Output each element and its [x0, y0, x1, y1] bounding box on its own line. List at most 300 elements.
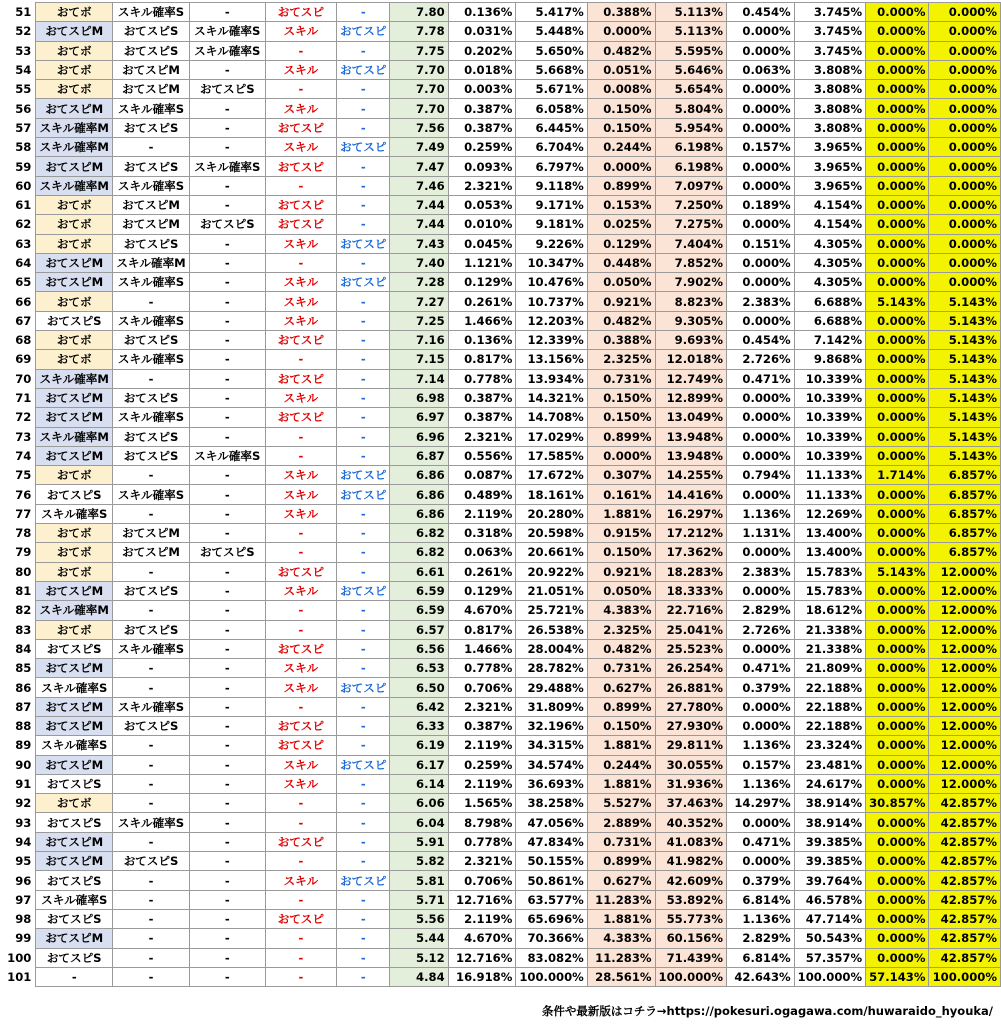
cell-cum-d: 100.000% — [929, 967, 1001, 986]
cell-cum-c: 22.188% — [794, 716, 865, 735]
cell-nature-up: スキル — [265, 99, 337, 118]
cell-prob-c: 6.814% — [726, 890, 794, 909]
table-row — [0, 736, 1001, 755]
cell-nature-up: スキル — [265, 581, 337, 600]
cell-prob-b: 0.025% — [587, 215, 655, 234]
cell-sub3: - — [189, 350, 265, 369]
cell-prob-a: 0.778% — [448, 832, 516, 851]
cell-cum-a: 9.181% — [516, 215, 587, 234]
table-row — [0, 639, 1001, 658]
cell-sub1: おてボ — [36, 234, 113, 253]
cell-cum-d: 6.857% — [929, 524, 1001, 543]
cell-rank: 85 — [15, 661, 32, 676]
cell-prob-c: 2.829% — [726, 601, 794, 620]
cell-prob-d: 0.000% — [866, 138, 929, 157]
cell-sub1: おてスピM — [36, 157, 113, 176]
cell-cum-b: 37.463% — [655, 794, 726, 813]
cell-cum-b: 7.275% — [655, 215, 726, 234]
cell-nature-up: おてスピ — [265, 331, 337, 350]
cell-prob-d: 0.000% — [866, 99, 929, 118]
cell-nature-up: - — [265, 350, 337, 369]
cell-nature-up: スキル — [265, 292, 337, 311]
cell-prob-d: 0.000% — [866, 311, 929, 330]
cell-prob-a: 0.318% — [448, 524, 516, 543]
cell-cum-a: 9.171% — [516, 195, 587, 214]
cell-nature-down: - — [337, 446, 390, 465]
cell-cum-a: 6.445% — [516, 118, 587, 137]
table-row — [0, 871, 1001, 890]
cell-rank: 63 — [15, 236, 32, 251]
cell-nature-up: スキル — [265, 755, 337, 774]
cell-sub1: おてスピS — [36, 948, 113, 967]
cell-nature-up: - — [265, 253, 337, 272]
cell-cum-a: 17.029% — [516, 427, 587, 446]
cell-sub3: - — [189, 466, 265, 485]
cell-cum-c: 39.764% — [794, 871, 865, 890]
cell-sub3: おてスピS — [189, 543, 265, 562]
cell-prob-a: 0.817% — [448, 620, 516, 639]
cell-prob-b: 0.150% — [587, 388, 655, 407]
cell-sub3: - — [189, 562, 265, 581]
cell-nature-down: - — [337, 620, 390, 639]
cell-sub3: おてスピS — [189, 215, 265, 234]
cell-score: 7.44 — [390, 195, 448, 214]
cell-cum-a: 9.226% — [516, 234, 587, 253]
cell-cum-b: 12.018% — [655, 350, 726, 369]
cell-sub2: - — [113, 909, 190, 928]
cell-prob-d: 0.000% — [866, 331, 929, 350]
cell-nature-down: - — [337, 292, 390, 311]
cell-nature-down: おてスピ — [337, 22, 390, 41]
cell-cum-a: 26.538% — [516, 620, 587, 639]
cell-sub2: おてスピS — [113, 852, 190, 871]
cell-sub3: - — [189, 292, 265, 311]
cell-prob-b: 0.921% — [587, 562, 655, 581]
cell-prob-a: 4.670% — [448, 601, 516, 620]
table-row — [0, 948, 1001, 967]
cell-nature-up: スキル — [265, 60, 337, 79]
cell-rank: 80 — [15, 564, 32, 579]
cell-score: 7.25 — [390, 311, 448, 330]
cell-rank: 66 — [15, 294, 32, 309]
cell-cum-d: 12.000% — [929, 678, 1001, 697]
table-row — [0, 832, 1001, 851]
cell-rank: 91 — [15, 777, 32, 792]
cell-sub1: おてスピS — [36, 311, 113, 330]
cell-cum-c: 3.808% — [794, 118, 865, 137]
cell-prob-d: 0.000% — [866, 215, 929, 234]
cell-cum-d: 0.000% — [929, 41, 1001, 60]
cell-cum-a: 28.004% — [516, 639, 587, 658]
cell-sub2: - — [113, 678, 190, 697]
cell-prob-d: 0.000% — [866, 948, 929, 967]
cell-prob-c: 0.000% — [726, 427, 794, 446]
table-row — [0, 3, 1001, 22]
cell-prob-b: 1.881% — [587, 504, 655, 523]
cell-prob-a: 1.121% — [448, 253, 516, 272]
cell-nature-up: - — [265, 620, 337, 639]
cell-prob-d: 0.000% — [866, 350, 929, 369]
cell-prob-d: 0.000% — [866, 871, 929, 890]
cell-prob-c: 1.136% — [726, 774, 794, 793]
cell-nature-down: - — [337, 176, 390, 195]
table-row — [0, 909, 1001, 928]
cell-rank: 83 — [15, 622, 32, 637]
cell-sub1: おてスピM — [36, 659, 113, 678]
cell-cum-d: 6.857% — [929, 485, 1001, 504]
cell-nature-down: おてスピ — [337, 138, 390, 157]
cell-sub2: おてスピS — [113, 620, 190, 639]
cell-cum-b: 9.693% — [655, 331, 726, 350]
cell-cum-a: 14.708% — [516, 408, 587, 427]
table-row — [0, 234, 1001, 253]
cell-sub3: - — [189, 967, 265, 986]
cell-sub1: おてボ — [36, 620, 113, 639]
cell-prob-b: 0.050% — [587, 581, 655, 600]
cell-cum-b: 9.305% — [655, 311, 726, 330]
cell-cum-c: 3.808% — [794, 60, 865, 79]
cell-prob-d: 0.000% — [866, 832, 929, 851]
cell-cum-b: 25.523% — [655, 639, 726, 658]
cell-sub1: おてスピM — [36, 755, 113, 774]
cell-prob-a: 1.565% — [448, 794, 516, 813]
cell-nature-down: - — [337, 369, 390, 388]
cell-rank: 88 — [15, 719, 32, 734]
cell-cum-b: 42.609% — [655, 871, 726, 890]
cell-rank: 59 — [15, 159, 32, 174]
cell-prob-b: 28.561% — [587, 967, 655, 986]
cell-prob-a: 0.136% — [448, 3, 516, 22]
cell-cum-d: 12.000% — [929, 601, 1001, 620]
cell-cum-c: 21.338% — [794, 620, 865, 639]
cell-prob-a: 0.129% — [448, 273, 516, 292]
cell-score: 6.14 — [390, 774, 448, 793]
cell-cum-b: 5.113% — [655, 3, 726, 22]
table-row — [0, 60, 1001, 79]
cell-nature-up: - — [265, 427, 337, 446]
cell-prob-b: 0.482% — [587, 41, 655, 60]
cell-prob-a: 0.259% — [448, 755, 516, 774]
cell-sub2: - — [113, 736, 190, 755]
table-row — [0, 813, 1001, 832]
cell-nature-down: - — [337, 929, 390, 948]
cell-sub2: スキル確率S — [113, 813, 190, 832]
cell-rank: 73 — [15, 429, 32, 444]
table-row — [0, 22, 1001, 41]
cell-score: 6.82 — [390, 524, 448, 543]
cell-cum-a: 47.834% — [516, 832, 587, 851]
cell-rank: 95 — [15, 854, 32, 869]
cell-nature-up: おてスピ — [265, 639, 337, 658]
cell-cum-c: 13.400% — [794, 543, 865, 562]
cell-cum-d: 0.000% — [929, 138, 1001, 157]
cell-prob-c: 1.131% — [726, 524, 794, 543]
cell-prob-b: 0.000% — [587, 446, 655, 465]
cell-nature-up: おてスピ — [265, 408, 337, 427]
cell-cum-d: 5.143% — [929, 388, 1001, 407]
cell-cum-d: 0.000% — [929, 60, 1001, 79]
cell-sub3: - — [189, 620, 265, 639]
cell-cum-b: 5.954% — [655, 118, 726, 137]
cell-nature-down: おてスピ — [337, 273, 390, 292]
cell-sub3: - — [189, 890, 265, 909]
cell-prob-d: 0.000% — [866, 929, 929, 948]
cell-nature-up: - — [265, 524, 337, 543]
cell-rank: 62 — [15, 217, 32, 232]
cell-nature-down: - — [337, 41, 390, 60]
cell-prob-b: 0.627% — [587, 871, 655, 890]
cell-nature-up: スキル — [265, 234, 337, 253]
cell-prob-c: 0.000% — [726, 215, 794, 234]
cell-score: 7.44 — [390, 215, 448, 234]
cell-prob-a: 0.259% — [448, 138, 516, 157]
cell-cum-a: 70.366% — [516, 929, 587, 948]
cell-nature-up: スキル — [265, 22, 337, 41]
cell-sub1: おてスピS — [36, 774, 113, 793]
cell-cum-b: 22.716% — [655, 601, 726, 620]
cell-prob-a: 0.706% — [448, 678, 516, 697]
cell-prob-d: 0.000% — [866, 736, 929, 755]
cell-prob-b: 2.325% — [587, 350, 655, 369]
cell-cum-a: 34.315% — [516, 736, 587, 755]
cell-cum-c: 10.339% — [794, 446, 865, 465]
cell-sub3: - — [189, 813, 265, 832]
table-row — [0, 157, 1001, 176]
cell-cum-a: 5.650% — [516, 41, 587, 60]
cell-cum-c: 4.154% — [794, 195, 865, 214]
cell-prob-d: 0.000% — [866, 813, 929, 832]
cell-cum-b: 26.254% — [655, 659, 726, 678]
cell-prob-c: 0.000% — [726, 408, 794, 427]
cell-cum-a: 13.156% — [516, 350, 587, 369]
table-row — [0, 929, 1001, 948]
cell-prob-d: 57.143% — [866, 967, 929, 986]
cell-prob-b: 0.150% — [587, 408, 655, 427]
cell-prob-c: 2.829% — [726, 929, 794, 948]
cell-sub3: - — [189, 273, 265, 292]
cell-score: 6.86 — [390, 466, 448, 485]
cell-cum-c: 13.400% — [794, 524, 865, 543]
cell-prob-a: 0.136% — [448, 331, 516, 350]
cell-cum-b: 14.416% — [655, 485, 726, 504]
cell-nature-down: - — [337, 99, 390, 118]
cell-cum-d: 12.000% — [929, 581, 1001, 600]
cell-rank: 93 — [15, 815, 32, 830]
cell-cum-c: 39.385% — [794, 832, 865, 851]
cell-sub2: おてスピM — [113, 195, 190, 214]
cell-prob-c: 0.000% — [726, 157, 794, 176]
cell-score: 6.87 — [390, 446, 448, 465]
cell-sub1: おてボ — [36, 195, 113, 214]
table-row — [0, 659, 1001, 678]
cell-prob-a: 0.261% — [448, 562, 516, 581]
table-row — [0, 852, 1001, 871]
cell-sub3: - — [189, 832, 265, 851]
cell-prob-d: 0.000% — [866, 909, 929, 928]
cell-prob-c: 0.454% — [726, 331, 794, 350]
cell-sub2: - — [113, 466, 190, 485]
cell-rank: 89 — [15, 738, 32, 753]
cell-prob-a: 0.045% — [448, 234, 516, 253]
cell-cum-c: 3.808% — [794, 80, 865, 99]
cell-prob-a: 0.387% — [448, 716, 516, 735]
cell-nature-up: おてスピ — [265, 195, 337, 214]
cell-score: 6.50 — [390, 678, 448, 697]
cell-nature-down: - — [337, 813, 390, 832]
cell-cum-c: 15.783% — [794, 562, 865, 581]
table-row — [0, 195, 1001, 214]
cell-prob-d: 0.000% — [866, 620, 929, 639]
cell-score: 7.56 — [390, 118, 448, 137]
cell-score: 7.70 — [390, 60, 448, 79]
cell-score: 7.80 — [390, 3, 448, 22]
cell-prob-b: 0.731% — [587, 832, 655, 851]
cell-sub1: おてボ — [36, 562, 113, 581]
cell-prob-d: 0.000% — [866, 60, 929, 79]
cell-prob-b: 0.921% — [587, 292, 655, 311]
cell-cum-b: 41.083% — [655, 832, 726, 851]
cell-nature-down: - — [337, 427, 390, 446]
cell-score: 6.86 — [390, 485, 448, 504]
cell-nature-down: - — [337, 890, 390, 909]
cell-prob-b: 0.899% — [587, 852, 655, 871]
cell-score: 7.78 — [390, 22, 448, 41]
cell-nature-up: - — [265, 41, 337, 60]
cell-nature-down: - — [337, 736, 390, 755]
cell-score: 7.40 — [390, 253, 448, 272]
cell-sub1: おてスピS — [36, 813, 113, 832]
cell-sub2: - — [113, 504, 190, 523]
cell-sub1: - — [36, 967, 113, 986]
cell-sub2: おてスピM — [113, 215, 190, 234]
table-row — [0, 794, 1001, 813]
cell-sub1: おてボ — [36, 794, 113, 813]
cell-nature-down: - — [337, 350, 390, 369]
cell-prob-c: 2.383% — [726, 562, 794, 581]
cell-cum-a: 10.347% — [516, 253, 587, 272]
cell-prob-c: 0.379% — [726, 678, 794, 697]
cell-sub3: - — [189, 929, 265, 948]
cell-cum-b: 12.899% — [655, 388, 726, 407]
cell-prob-b: 0.153% — [587, 195, 655, 214]
cell-cum-a: 20.280% — [516, 504, 587, 523]
cell-prob-a: 0.778% — [448, 369, 516, 388]
cell-prob-c: 2.383% — [726, 292, 794, 311]
table-row — [0, 41, 1001, 60]
cell-rank: 81 — [15, 584, 32, 599]
cell-prob-a: 0.387% — [448, 408, 516, 427]
cell-cum-a: 31.809% — [516, 697, 587, 716]
cell-sub3: - — [189, 852, 265, 871]
cell-rank: 96 — [15, 873, 32, 888]
cell-cum-b: 29.811% — [655, 736, 726, 755]
cell-score: 6.56 — [390, 639, 448, 658]
table-row — [0, 678, 1001, 697]
cell-cum-d: 42.857% — [929, 890, 1001, 909]
cell-rank: 65 — [15, 275, 32, 290]
cell-prob-c: 1.136% — [726, 504, 794, 523]
cell-cum-d: 5.143% — [929, 292, 1001, 311]
cell-sub2: おてスピS — [113, 581, 190, 600]
cell-sub1: おてボ — [36, 543, 113, 562]
cell-cum-a: 21.051% — [516, 581, 587, 600]
cell-prob-d: 0.000% — [866, 659, 929, 678]
cell-prob-a: 0.387% — [448, 99, 516, 118]
cell-nature-down: - — [337, 562, 390, 581]
cell-cum-d: 5.143% — [929, 331, 1001, 350]
cell-prob-a: 12.716% — [448, 948, 516, 967]
cell-prob-d: 0.000% — [866, 41, 929, 60]
cell-cum-a: 5.668% — [516, 60, 587, 79]
cell-nature-up: スキル — [265, 138, 337, 157]
cell-cum-c: 3.745% — [794, 41, 865, 60]
cell-score: 6.61 — [390, 562, 448, 581]
cell-prob-a: 0.063% — [448, 543, 516, 562]
cell-prob-b: 0.899% — [587, 427, 655, 446]
cell-prob-a: 16.918% — [448, 967, 516, 986]
cell-score: 6.19 — [390, 736, 448, 755]
cell-prob-c: 0.157% — [726, 138, 794, 157]
cell-sub1: おてスピM — [36, 832, 113, 851]
cell-score: 7.46 — [390, 176, 448, 195]
cell-prob-b: 11.283% — [587, 948, 655, 967]
table-row — [0, 311, 1001, 330]
cell-rank: 61 — [15, 198, 32, 213]
cell-cum-b: 41.982% — [655, 852, 726, 871]
cell-prob-d: 0.000% — [866, 755, 929, 774]
cell-cum-c: 3.965% — [794, 176, 865, 195]
cell-cum-b: 12.749% — [655, 369, 726, 388]
cell-prob-c: 0.000% — [726, 446, 794, 465]
cell-cum-c: 38.914% — [794, 813, 865, 832]
cell-cum-a: 34.574% — [516, 755, 587, 774]
cell-prob-c: 0.063% — [726, 60, 794, 79]
cell-cum-d: 42.857% — [929, 871, 1001, 890]
cell-cum-b: 71.439% — [655, 948, 726, 967]
cell-prob-a: 0.053% — [448, 195, 516, 214]
cell-prob-b: 0.150% — [587, 716, 655, 735]
cell-cum-b: 13.049% — [655, 408, 726, 427]
cell-prob-a: 0.817% — [448, 350, 516, 369]
cell-score: 6.57 — [390, 620, 448, 639]
cell-nature-up: スキル — [265, 311, 337, 330]
cell-prob-d: 0.000% — [866, 581, 929, 600]
cell-prob-d: 5.143% — [866, 292, 929, 311]
cell-prob-b: 0.388% — [587, 331, 655, 350]
cell-sub1: スキル確率S — [36, 736, 113, 755]
footer-link-text[interactable]: 条件や最新版はコチラ→https://pokesuri.ogagawa.com/huwaraido_hyouka/ — [541, 1004, 993, 1018]
cell-prob-b: 0.161% — [587, 485, 655, 504]
cell-sub3: - — [189, 755, 265, 774]
cell-cum-c: 39.385% — [794, 852, 865, 871]
cell-rank: 94 — [15, 834, 32, 849]
cell-nature-down: おてスピ — [337, 466, 390, 485]
cell-prob-b: 0.050% — [587, 273, 655, 292]
cell-nature-down: - — [337, 524, 390, 543]
cell-cum-b: 27.930% — [655, 716, 726, 735]
cell-prob-c: 0.454% — [726, 3, 794, 22]
cell-nature-up: おてスピ — [265, 369, 337, 388]
cell-prob-b: 0.051% — [587, 60, 655, 79]
cell-prob-d: 0.000% — [866, 543, 929, 562]
table-row — [0, 716, 1001, 735]
cell-prob-a: 0.261% — [448, 292, 516, 311]
cell-cum-c: 3.965% — [794, 138, 865, 157]
cell-prob-d: 0.000% — [866, 157, 929, 176]
cell-rank: 82 — [15, 603, 32, 618]
cell-score: 6.17 — [390, 755, 448, 774]
cell-cum-a: 17.585% — [516, 446, 587, 465]
